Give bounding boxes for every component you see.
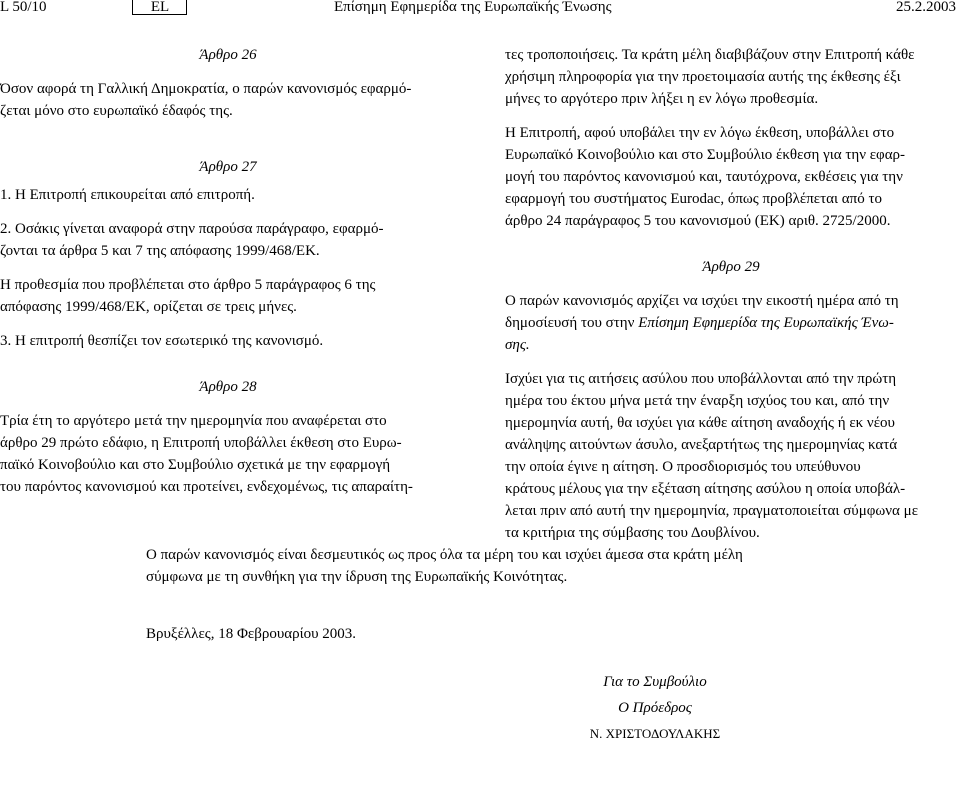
journal-title: Επίσημη Εφημερίδα της Ευρωπαϊκής Ένωσης (334, 0, 612, 15)
article-29-paragraph-1-line: Ο παρών κανονισμός αρχίζει να ισχύει την εικοστή ημέρα από τη (505, 293, 899, 309)
article-28-line: Τρία έτη το αργότερο μετά την ημερομηνία που αναφέρεται στο (0, 413, 387, 429)
article-28-paragraph-2-line: μογή του παρόντος κανονισμού και, ταυτόχρονα, εκθέσεις για την (505, 169, 903, 185)
article-28-continued-line: χρήσιμη πληροφορία για την προετοιμασία αυτής της έκθεσης έξι (505, 69, 901, 85)
article-27-paragraph-4: 3. Η επιτροπή θεσπίζει τον εσωτερικό της κανονισμό. (0, 333, 324, 349)
article-29-paragraph-2-line: κράτους μέλους για την εξέταση αίτησης ασύλου η οποία υποβάλ- (505, 481, 906, 497)
article-28-line: παϊκό Κοινοβούλιο και στο Συμβούλιο σχετικά με την εφαρμογή (0, 457, 391, 473)
article-27-paragraph-2-line: ζονται τα άρθρα 5 και 7 της απόφασης 1999/468/ΕΚ. (0, 243, 320, 259)
language-code: EL (150, 0, 170, 15)
article-28-continued-line: μήνες το αργότερο πριν λήξει η εν λόγω προθεσμία. (505, 91, 819, 107)
article-28-line: άρθρο 29 πρώτο εδάφιο, η Επιτροπή υποβάλλει έκθεση στο Ευρω- (0, 435, 402, 451)
article-28-paragraph-2-line: Η Επιτροπή, αφού υποβάλει την εν λόγω έκθεση, υποβάλλει στο (505, 125, 895, 141)
closing-statement (146, 544, 806, 588)
article-29-paragraph-2-line: την οποία έγινε η αίτηση. Ο προσδιορισμός του υπεύθυνου (505, 459, 861, 475)
signature-name: Ν. ΧΡΙΣΤΟΔΟΥΛΑΚΗΣ (589, 726, 721, 741)
article-29-paragraph-2-line: ημερομηνία αυτή, θα ισχύει για κάθε αίτηση αναδοχής ή εκ νέου (505, 415, 895, 431)
article-28-line: του παρόντος κανονισμού και προτείνει, ενδεχομένως, τις απαραίτη- (0, 479, 413, 495)
article-27-paragraph-3-line: Η προθεσμία που προβλέπεται στο άρθρο 5 παράγραφος 6 της (0, 277, 376, 293)
article-29-heading: Άρθρο 29 (702, 259, 760, 275)
signature-role: Ο Πρόεδρος (618, 700, 692, 716)
closing-line: σύμφωνα με τη συνθήκη για την ίδρυση της Ευρωπαϊκής Κοινότητας. (146, 569, 568, 585)
article-27-paragraph-3-line: απόφασης 1999/468/ΕΚ, ορίζεται σε τρεις μήνες. (0, 299, 297, 315)
article-29-paragraph-2-line: λεται πριν από αυτή την ημερομηνία, πραγματοποιείται σύμφωνα με (505, 503, 919, 519)
closing-line: Ο παρών κανονισμός είναι δεσμευτικός ως προς όλα τα μέρη του και ισχύει άμεσα στα κράτη μέλη (146, 547, 743, 563)
left-column (0, 44, 456, 498)
article-29-paragraph-2-line: ανάληψης αιτούντων άσυλο, ανεξαρτήτως της ημερομηνίας κατά (505, 437, 898, 453)
article-27-heading: Άρθρο 27 (199, 159, 257, 175)
article-29-paragraph-2-line: Ισχύει για τις αιτήσεις ασύλου που υποβάλλονται από την πρώτη (505, 371, 897, 387)
article-28-paragraph-2-line: άρθρο 24 παράγραφος 5 του κανονισμού (ΕΚ) αριθ. 2725/2000. (505, 213, 891, 229)
article-26-heading: Άρθρο 26 (199, 47, 257, 63)
article-28-heading: Άρθρο 28 (199, 379, 257, 395)
right-column (505, 44, 957, 544)
journal-reference-end: σης. (505, 337, 530, 353)
page-header (0, 0, 960, 16)
article-26-line: ζεται μόνο στο ευρωπαϊκό έδαφός της. (0, 103, 233, 119)
article-26-line: Όσον αφορά τη Γαλλική Δημοκρατία, ο παρών κανονισμός εφαρμό- (0, 81, 412, 97)
place-and-date: Βρυξέλλες, 18 Φεβρουαρίου 2003. (146, 626, 357, 642)
article-29-paragraph-2-line: ημέρα του έκτου μήνα μετά την έναρξη ισχύος του και, από την (505, 393, 890, 409)
article-28-continued-line: τες τροποποιήσεις. Τα κράτη μέλη διαβιβάζουν στην Επιτροπή κάθε (505, 47, 915, 63)
signature-for-council: Για το Συμβούλιο (603, 674, 707, 690)
signature-block (570, 669, 740, 747)
page-reference: L 50/10 (0, 0, 47, 15)
journal-reference: Επίσημη Εφημερίδα της Ευρωπαϊκής Ένω- (638, 315, 894, 331)
article-29-paragraph-2-line: τα κριτήρια της σύμβασης του Δουβλίνου. (505, 525, 760, 541)
publication-date: 25.2.2003 (896, 0, 956, 15)
article-27-paragraph-2-line: 2. Οσάκις γίνεται αναφορά στην παρούσα παράγραφο, εφαρμό- (0, 221, 384, 237)
article-29-paragraph-1-line (505, 312, 957, 334)
article-29-text: δημοσίευσή του στην (505, 315, 639, 331)
article-28-paragraph-2-line: Ευρωπαϊκό Κοινοβούλιο και στο Συμβούλιο έκθεση για την εφαρ- (505, 147, 906, 163)
article-28-paragraph-2-line: εφαρμογή του συστήματος Eurodac, όπως προβλέπεται από το (505, 191, 882, 207)
article-27-paragraph-1: 1. Η Επιτροπή επικουρείται από επιτροπή. (0, 187, 255, 203)
